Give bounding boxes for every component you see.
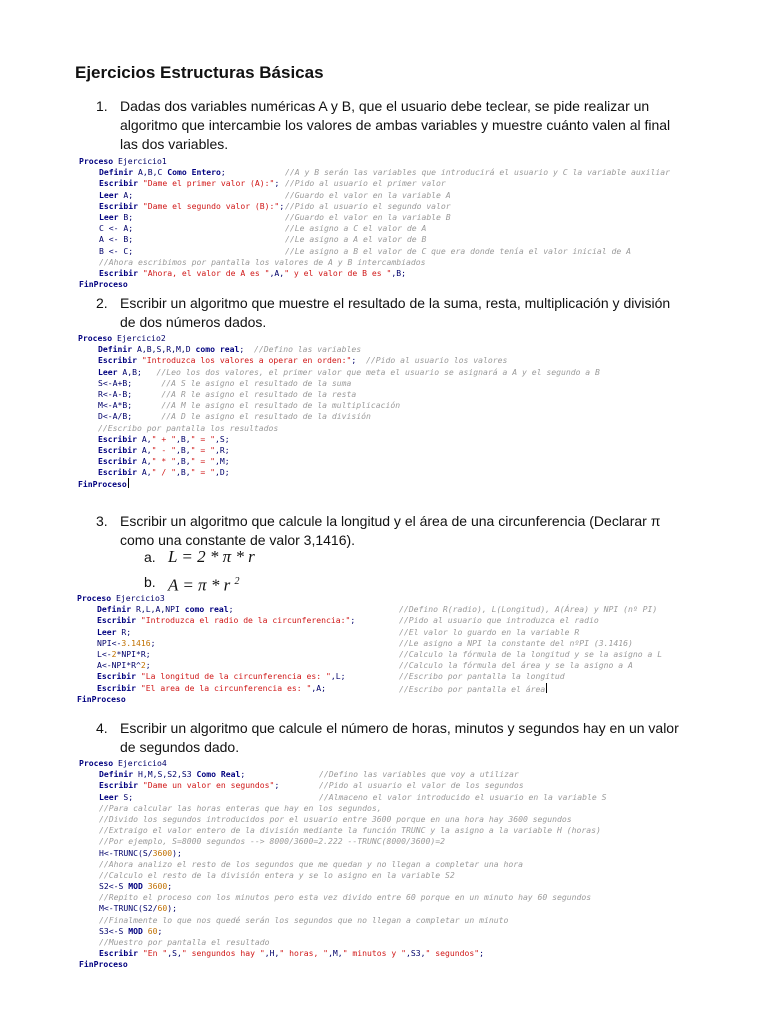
code-comment-text: //Guardo el valor en la variable A — [285, 189, 451, 200]
code-token: Leer — [97, 626, 122, 637]
code-comment-text: //Pido al usuario el segundo valor — [285, 200, 451, 211]
code-token: " minutos y " — [342, 948, 407, 959]
code-statement — [99, 892, 591, 903]
exercise-text-line: las dos variables. — [120, 136, 229, 152]
code-statement — [98, 389, 356, 400]
code-token: MOD — [128, 881, 148, 892]
code-token: //Para calcular las horas enteras que hay en los segundos, — [99, 802, 382, 813]
code-token: Definir — [97, 604, 136, 615]
exercise-number: 3. — [96, 513, 108, 529]
code-token: " = " — [190, 467, 215, 478]
code-token: MOD — [128, 925, 148, 936]
code-token: A, — [141, 467, 152, 478]
exercise-text — [120, 97, 700, 154]
code-token: 3600 — [152, 847, 173, 858]
code-token: "Ahora, el valor de A es " — [142, 267, 270, 278]
code-statement — [98, 355, 507, 366]
code-token: "El area de la circunferencia es: " — [140, 682, 312, 693]
code-token: Leer — [99, 791, 124, 802]
code-token: R,L,A,NPI — [135, 604, 185, 615]
code-token: ; — [220, 167, 226, 178]
code-token: //Ahora analizo el resto de los segundos que me quedan y no llegan a completar una hora — [99, 858, 523, 869]
text-cursor — [128, 478, 129, 488]
code-token: Como Real — [196, 769, 241, 780]
code-token: A <- B; — [99, 234, 134, 245]
code-token: ; — [274, 780, 280, 791]
code-comment-text: //Le asigno a NPI la constante del nºPI (3.1416) — [399, 637, 633, 648]
code-token: ; — [350, 615, 356, 626]
code-statement — [99, 825, 601, 836]
code-token: 3600 — [147, 881, 168, 892]
code-comment-text: //Calculo la fórmula de la longitud y se la asigno a L — [399, 648, 663, 659]
code-statement — [77, 593, 165, 604]
code-token: ,B; — [391, 267, 407, 278]
code-token: 3.1416 — [121, 637, 151, 648]
code-token: A; — [123, 189, 134, 200]
code-comment — [399, 683, 547, 695]
code-statement — [97, 615, 355, 626]
code-statement — [99, 859, 523, 870]
code-token: " = " — [190, 456, 215, 467]
code-token: Escribir — [97, 671, 141, 682]
code-statement — [97, 671, 346, 682]
exercise-text-line: Escribir un algoritmo que muestre el resultado de la suma, resta, multiplicación y división — [120, 295, 671, 311]
code-statement — [79, 959, 128, 970]
code-statement — [77, 694, 126, 705]
code-comment-text: //Almaceno el valor introducido el usuario en la variable S — [319, 791, 607, 802]
code-comment-text: //Defino R(radio), L(Longitud), A(Área) y NPI (nº PI) — [399, 604, 658, 615]
code-statement — [98, 434, 230, 445]
code-token: "La longitud de la circunferencia es: " — [140, 671, 331, 682]
code-statement — [99, 167, 226, 178]
code-comment-text: //A y B serán las variables que introducirá el usuario y C la variable auxiliar — [285, 167, 670, 178]
code-token: 60 — [147, 925, 158, 936]
code-token: " / " — [151, 467, 176, 478]
code-token: L<- — [97, 648, 112, 659]
code-token: como real — [184, 604, 229, 615]
code-token: " segundos" — [425, 948, 480, 959]
code-token: S<-A+B; — [98, 377, 162, 388]
code-token: FinProceso — [79, 279, 128, 290]
code-token: Escribir — [98, 467, 142, 478]
code-statement — [99, 780, 279, 791]
code-token: Proceso — [77, 593, 116, 603]
code-token: ; — [479, 948, 485, 959]
code-token: ); — [172, 847, 182, 858]
code-token: //Pido al usuario los valores — [366, 355, 508, 366]
code-token: A,B,C — [137, 167, 168, 178]
code-token: //Por ejemplo, S=8000 segundos --> 8000/3600=2.222 --TRUNC(8000/3600)=2 — [99, 836, 445, 847]
code-comment — [319, 792, 607, 803]
code-statement — [97, 604, 233, 615]
code-statement — [99, 948, 484, 959]
formula-exponent: 2 — [234, 576, 240, 587]
code-statement — [79, 156, 167, 167]
code-statement — [98, 423, 278, 434]
code-token: Escribir — [99, 178, 143, 189]
code-token: *NPI*R; — [116, 648, 151, 659]
code-token: " = " — [190, 444, 215, 455]
document-title: Ejercicios Estructuras Básicas — [75, 63, 324, 82]
code-token: Definir — [99, 769, 138, 780]
code-comment-text: //Le asigno a B el valor de C que era donde tenía el valor inicial de A — [285, 245, 631, 256]
code-comment-text: //Calculo la fórmula del área y se la asigno a A — [399, 660, 633, 671]
code-token: ); — [167, 903, 177, 914]
code-token: Leer — [99, 211, 124, 222]
subitem-label: a. — [144, 549, 156, 565]
code-token: Escribir — [98, 355, 142, 366]
code-statement — [99, 803, 382, 814]
code-statement — [99, 223, 133, 234]
code-statement — [98, 367, 600, 378]
code-token: A,B,S,R,M,D — [136, 344, 196, 355]
code-token: A, — [141, 456, 152, 467]
code-statement — [99, 769, 245, 780]
code-token: Escribir — [98, 433, 142, 444]
code-statement — [78, 478, 129, 490]
code-token: ,M, — [328, 948, 343, 959]
code-token: FinProceso — [79, 959, 128, 970]
exercise-text-line: algoritmo que intercambie los valores de ambas variables y muestre cuánto valen al final — [120, 117, 671, 133]
code-comment-text: //Guardo el valor en la variable B — [285, 211, 451, 222]
code-token: ; — [274, 178, 280, 189]
code-token: Escribir — [97, 615, 141, 626]
code-comment — [399, 615, 599, 626]
code-comment — [285, 234, 426, 245]
code-comment — [399, 660, 633, 671]
code-token: A, — [141, 444, 152, 455]
code-comment — [319, 780, 524, 791]
code-statement — [97, 683, 326, 694]
code-token: ,D; — [214, 467, 230, 478]
code-token: ; — [228, 604, 234, 615]
code-token: Escribir — [98, 444, 142, 455]
code-statement — [79, 758, 167, 769]
exercise-text-line: de segundos dado. — [120, 739, 240, 755]
code-token: Definir — [99, 167, 138, 178]
code-comment — [319, 769, 519, 780]
exercise-text-line: como una constante de valor 3,1416). — [120, 532, 356, 548]
code-token: ,B, — [175, 433, 191, 444]
code-comment — [285, 178, 446, 189]
code-token: ,S3, — [406, 948, 426, 959]
code-statement — [98, 344, 361, 355]
code-comment-text: //Pido al usuario el valor de los segundos — [319, 780, 524, 791]
code-token: ,S; — [214, 433, 230, 444]
code-token: ,R; — [214, 444, 230, 455]
subitem-a — [144, 547, 255, 567]
code-statement — [99, 268, 406, 279]
code-token: ; — [157, 925, 163, 936]
code-token: Como Entero — [167, 167, 221, 178]
code-statement — [99, 234, 133, 245]
exercise-text — [120, 512, 700, 550]
exercise-number: 2. — [96, 295, 108, 311]
code-token: ; — [351, 355, 367, 366]
code-comment — [285, 246, 631, 257]
code-token: Definir — [98, 344, 137, 355]
code-token: "Dame el segundo valor (B):" — [142, 200, 280, 211]
code-token: Escribir — [99, 200, 143, 211]
code-token: S3<-S — [99, 925, 129, 936]
code-statement — [98, 445, 230, 456]
code-statement — [99, 926, 162, 937]
code-statement — [98, 467, 230, 478]
code-statement — [79, 279, 128, 290]
code-token: Ejercicio1 — [117, 156, 167, 166]
subitem-b — [144, 573, 240, 595]
code-token: Ejercicio4 — [117, 758, 167, 768]
code-token: 2 — [111, 648, 117, 659]
code-comment — [285, 190, 451, 201]
code-token: A, — [141, 433, 152, 444]
code-statement — [99, 257, 425, 268]
code-comment — [399, 649, 662, 660]
code-comment — [285, 167, 670, 178]
code-statement — [99, 937, 270, 948]
code-token: //Calculo el resto de la división entera y se lo asigno en la variable S2 — [99, 869, 455, 880]
code-token: M<-A*B; — [98, 400, 162, 411]
code-token: S; — [123, 791, 134, 802]
code-statement — [98, 456, 230, 467]
code-statement — [99, 915, 508, 926]
code-comment — [285, 212, 451, 223]
exercise-text — [120, 719, 700, 757]
code-statement — [98, 400, 400, 411]
code-token: //Extraigo el valor entero de la división mediante la función TRUNC y la asigno a la variable H (horas) — [99, 825, 601, 836]
code-token: Escribir — [99, 267, 143, 278]
code-token: Escribir — [99, 780, 143, 791]
code-token: Escribir — [98, 456, 142, 467]
formula-area — [168, 572, 239, 595]
exercise-number: 4. — [96, 720, 108, 736]
code-token: " - " — [151, 444, 176, 455]
code-token: ,A; — [311, 682, 327, 693]
exercise-text-line: Escribir un algoritmo que calcule la longitud y el área de una circunferencia (Declarar π — [120, 513, 661, 529]
subitem-label: b. — [144, 574, 156, 590]
code-token: ,L; — [330, 671, 346, 682]
code-token: ; — [240, 769, 246, 780]
exercise-text — [120, 294, 700, 332]
code-statement — [99, 836, 445, 847]
exercise-text-line: de dos números dados. — [120, 314, 267, 330]
code-token: Leer — [99, 189, 124, 200]
code-token: M<-TRUNC(S2/ — [99, 903, 158, 914]
code-token: Proceso — [79, 758, 118, 768]
code-token: " = " — [190, 433, 215, 444]
text-cursor — [546, 683, 547, 693]
code-comment-text: //Le asigno a C el valor de A — [285, 223, 427, 234]
code-token: Ejercicio3 — [115, 593, 165, 603]
code-token: //Defino las variables — [253, 344, 362, 355]
code-token: 2 — [140, 660, 146, 671]
code-token: ; — [239, 344, 254, 355]
code-comment — [399, 638, 633, 649]
code-token: H<-TRUNC(S/ — [99, 847, 153, 858]
code-token: "En " — [142, 948, 168, 959]
code-statement — [99, 212, 133, 223]
code-statement — [98, 411, 371, 422]
code-comment-text: //El valor lo guardo en la variable R — [399, 626, 580, 637]
code-token: //A D le asigno el resultado de la división — [161, 411, 371, 422]
code-statement — [99, 201, 284, 212]
code-statement — [97, 638, 156, 649]
code-statement — [99, 178, 279, 189]
code-token: //A S le asigno el resultado de la suma — [161, 377, 352, 388]
code-statement — [99, 814, 572, 825]
code-token: "Dame un valor en segundos" — [142, 780, 275, 791]
code-statement — [97, 649, 151, 660]
exercise-text-line: Escribir un algoritmo que calcule el número de horas, minutos y segundos hay en un valor — [120, 720, 679, 736]
code-comment — [399, 604, 657, 615]
code-token: ,A, — [269, 267, 285, 278]
code-token: C <- A; — [99, 223, 134, 234]
formula-longitud: L = 2 * π * r — [168, 547, 255, 566]
code-statement — [97, 627, 131, 638]
code-comment-text: //Escribo por pantalla el área — [399, 683, 546, 694]
code-statement — [99, 881, 172, 892]
code-token: A,B; — [122, 366, 157, 377]
code-token: Escribir — [97, 682, 141, 693]
code-token: FinProceso — [78, 479, 127, 490]
code-comment — [399, 671, 565, 682]
code-token: ,B, — [175, 444, 191, 455]
code-comment — [399, 627, 579, 638]
code-statement — [99, 903, 177, 914]
code-token: //Ahora escribimos por pantalla los valores de A y B intercambiados — [99, 256, 426, 267]
code-token: //Leo los dos valores, el primer valor que meta el usuario se asignará a A y el segundo a B — [156, 366, 600, 377]
code-token: //Divido los segundos introducidos por el usuario entre 3600 porque en una hora hay 3600 segundos — [99, 813, 572, 824]
code-token: ; — [279, 200, 285, 211]
code-token: R; — [121, 626, 132, 637]
code-token: " horas, " — [279, 948, 329, 959]
code-token: B; — [123, 211, 134, 222]
code-token: //Muestro por pantalla el resultado — [99, 937, 270, 947]
code-statement — [99, 246, 133, 257]
code-statement — [99, 190, 133, 201]
code-token: //Finalmente lo que nos quedé serán los segundos que no llegan a completar un minuto — [99, 914, 509, 925]
code-comment — [285, 201, 451, 212]
exercise-number: 1. — [96, 98, 108, 114]
code-token: A<-NPI*R^ — [97, 660, 141, 671]
code-token: ,B, — [175, 467, 191, 478]
code-statement — [98, 378, 351, 389]
code-statement — [99, 792, 133, 803]
code-comment-text: //Pido al usuario el primer valor — [285, 178, 446, 189]
code-token: //Repito el proceso con los minutos pero esta vez divido entre 60 porque en un minuto hay 60 segundos — [99, 892, 592, 903]
code-token: "Dame el primer valor (A):" — [142, 178, 275, 189]
code-token: //Escribo por pantalla los resultados — [98, 422, 279, 433]
code-token: ; — [145, 660, 151, 671]
code-token: //A M le asigno el resultado de la multiplicación — [161, 400, 401, 411]
code-token: //A R le asigno el resultado de la resta — [161, 388, 357, 399]
code-token: B <- C; — [99, 245, 134, 256]
formula-area-text: A = π * r — [168, 575, 231, 595]
code-token: " + " — [151, 433, 176, 444]
code-token: NPI<- — [97, 637, 122, 648]
code-statement — [78, 333, 166, 344]
code-statement — [97, 660, 151, 671]
code-token: "Introduzca los valores a operar en orden:" — [141, 355, 352, 366]
code-token: ; — [150, 637, 156, 648]
code-token: H,M,S,S2,S3 — [137, 769, 197, 780]
code-token: ,M; — [214, 456, 230, 467]
code-token: Leer — [98, 366, 123, 377]
code-token: R<-A-B; — [98, 388, 162, 399]
code-token: " * " — [151, 456, 176, 467]
code-token: como real — [195, 344, 240, 355]
code-token: Ejercicio2 — [116, 333, 166, 343]
code-comment-text: //Defino las variables que voy a utilizar — [319, 769, 519, 780]
code-comment-text: //Escribo por pantalla la longitud — [399, 671, 565, 682]
code-token: D<-A/B; — [98, 411, 162, 422]
code-statement — [99, 848, 182, 859]
code-token: ; — [167, 881, 173, 892]
code-comment — [285, 223, 426, 234]
code-token: " y el valor de B es " — [284, 267, 392, 278]
code-token: ,H, — [264, 948, 280, 959]
code-comment-text: //Pido al usuario que introduzca el radio — [399, 615, 599, 626]
code-token: S2<-S — [99, 881, 129, 892]
code-token: ,B, — [175, 456, 191, 467]
code-token: Escribir — [99, 948, 143, 959]
code-token: 60 — [157, 903, 168, 914]
code-token: Proceso — [79, 156, 118, 166]
code-token: FinProceso — [77, 693, 126, 704]
exercise-text-line: Dadas dos variables numéricas A y B, que el usuario debe teclear, se pide realizar un — [120, 98, 650, 114]
code-token: "Introduzca el radio de la circunferencia:" — [140, 615, 351, 626]
code-token: " sengundos hay " — [181, 948, 265, 959]
code-token: ,S, — [167, 948, 182, 959]
code-token: Proceso — [78, 333, 117, 343]
code-comment-text: //Le asigno a A el valor de B — [285, 234, 427, 245]
code-statement — [99, 870, 455, 881]
